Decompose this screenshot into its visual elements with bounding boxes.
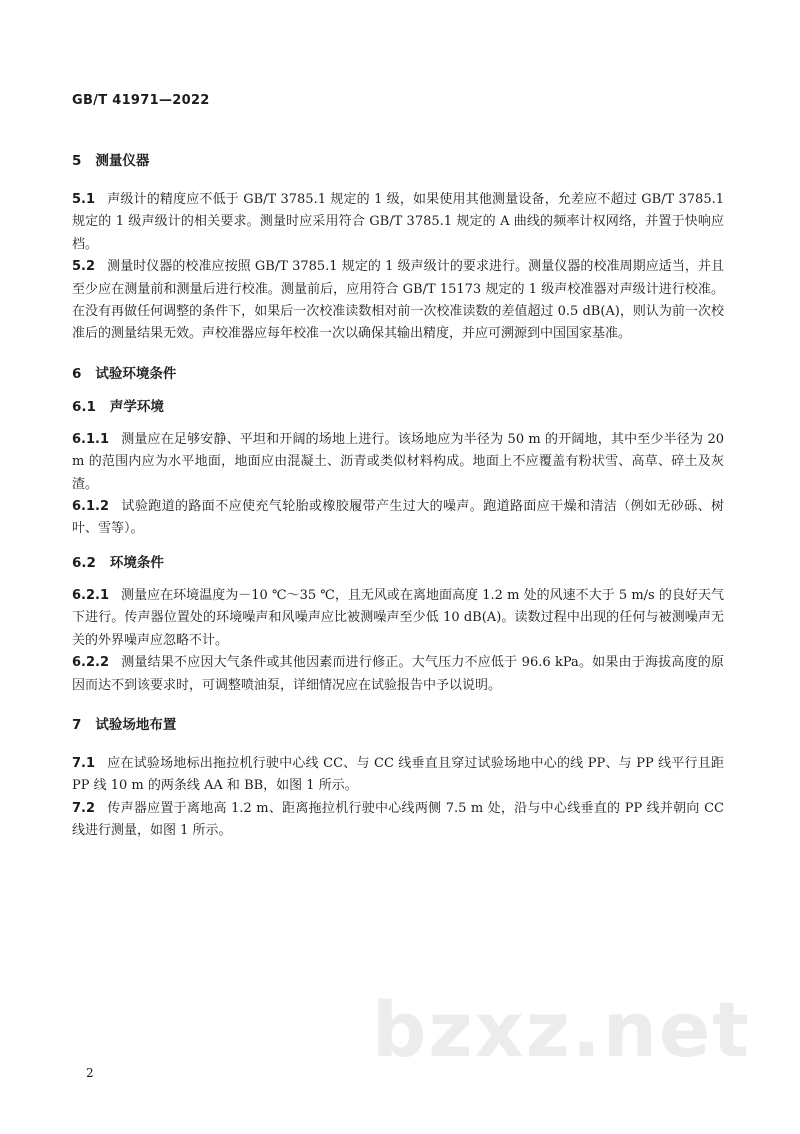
clause-6-1-1: [72, 429, 724, 496]
clause-number: 6.1.2: [72, 499, 110, 515]
subsection-6-2-heading: [72, 552, 724, 574]
section-title: 试验环境条件: [95, 365, 177, 382]
subsection-number: 6.2: [72, 554, 96, 571]
section-5-heading: [72, 150, 724, 172]
clause-number: 7.2: [72, 800, 96, 816]
subsection-6-1-heading: [72, 396, 724, 418]
subsection-number: 6.1: [72, 398, 96, 415]
clause-5-1: [72, 189, 724, 256]
clause-text: 试验跑道的路面不应使充气轮胎或橡胶履带产生过大的噪声。跑道路面应干燥和清洁（例如无砂砾、树叶、雪等）。: [72, 499, 724, 537]
clause-text: 测量应在足够安静、平坦和开阔的场地上进行。该场地应为半径为 50 m 的开阔地，其中至少半径为 20 m 的范围内应为水平地面，地面应由混凝土、沥青或类似材料构成。地面上不应覆盖有粉状雪、高草、碎土及灰渣。: [72, 431, 724, 492]
section-number: 6: [72, 365, 82, 382]
clause-number: 6.2.2: [72, 655, 110, 671]
section-number: 7: [72, 716, 82, 733]
clause-5-2: [72, 256, 724, 346]
document-id-header: GB/T 41971—2022: [72, 93, 210, 108]
clause-number: 6.2.1: [72, 587, 110, 603]
watermark-logo: bzxz.net: [372, 985, 751, 1074]
section-7-heading: [72, 714, 724, 736]
clause-6-2-2: [72, 652, 724, 697]
clause-number: 5.1: [72, 192, 96, 207]
section-title: 试验场地布置: [95, 716, 177, 733]
clause-text: 声级计的精度应不低于 GB/T 3785.1 规定的 1 级，如果使用其他测量设备，允差应不超过 GB/T 3785.1 规定的 1 级声级计的相关要求。测量时应采用符合 GB/T 3785.1 规定的 A 曲线的频率计权网络，并置于快响应档。: [72, 192, 724, 252]
subsection-title: 环境条件: [109, 554, 164, 571]
clause-7-1: [72, 753, 724, 798]
clause-text: 应在试验场地标出拖拉机行驶中心线 CC、与 CC 线垂直且穿过试验场地中心的线 PP、与 PP 线平行且距 PP 线 10 m 的两条线 AA 和 BB，如图 1 所示。: [72, 755, 724, 794]
section-6-heading: [72, 363, 724, 385]
clause-number: 7.1: [72, 755, 96, 771]
clause-text: 传声器应置于离地高 1.2 m、距离拖拉机行驶中心线两侧 7.5 m 处，沿与中心线垂直的 PP 线并朝向 CC 线进行测量，如图 1 所示。: [72, 800, 724, 839]
subsection-title: 声学环境: [109, 398, 164, 415]
section-number: 5: [72, 153, 82, 169]
section-title: 测量仪器: [95, 153, 150, 169]
clause-number: 6.1.1: [72, 431, 110, 447]
clause-number: 5.2: [72, 259, 96, 275]
document-body: [72, 150, 724, 843]
clause-6-2-1: [72, 585, 724, 652]
clause-text: 测量时仪器的校准应按照 GB/T 3785.1 规定的 1 级声级计的要求进行。测量仪器的校准周期应适当，并且至少应在测量前和测量后进行校准。测量前后，应用符合 GB/T 15173 规定的 1 级声校准器对声级计进行校准。在没有再做任何调整的条件下，如果后一次校准读数相对前一次校准读数的差值超过 0.5 dB(A)，则认为前一次校准后的测量结果无效。声校准器应每年校准一次以确保其输出精度，并应可溯源到中国国家基准。: [72, 259, 724, 342]
clause-6-1-2: [72, 496, 724, 541]
clause-text: 测量结果不应因大气条件或其他因素而进行修正。大气压力不应低于 96.6 kPa。如果由于海拔高度的原因而达不到该要求时，可调整喷油泵，详细情况应在试验报告中予以说明。: [72, 655, 724, 693]
clause-text: 测量应在环境温度为－10 ℃～35 ℃，且无风或在离地面高度 1.2 m 处的风速不大于 5 m/s 的良好天气下进行。传声器位置处的环境噪声和风噪声应比被测噪声至少低 10 dB(A)。读数过程中出现的任何与被测噪声无关的外界噪声应忽略不计。: [72, 587, 724, 648]
clause-7-2: [72, 798, 724, 843]
page-number: 2: [86, 1066, 94, 1080]
